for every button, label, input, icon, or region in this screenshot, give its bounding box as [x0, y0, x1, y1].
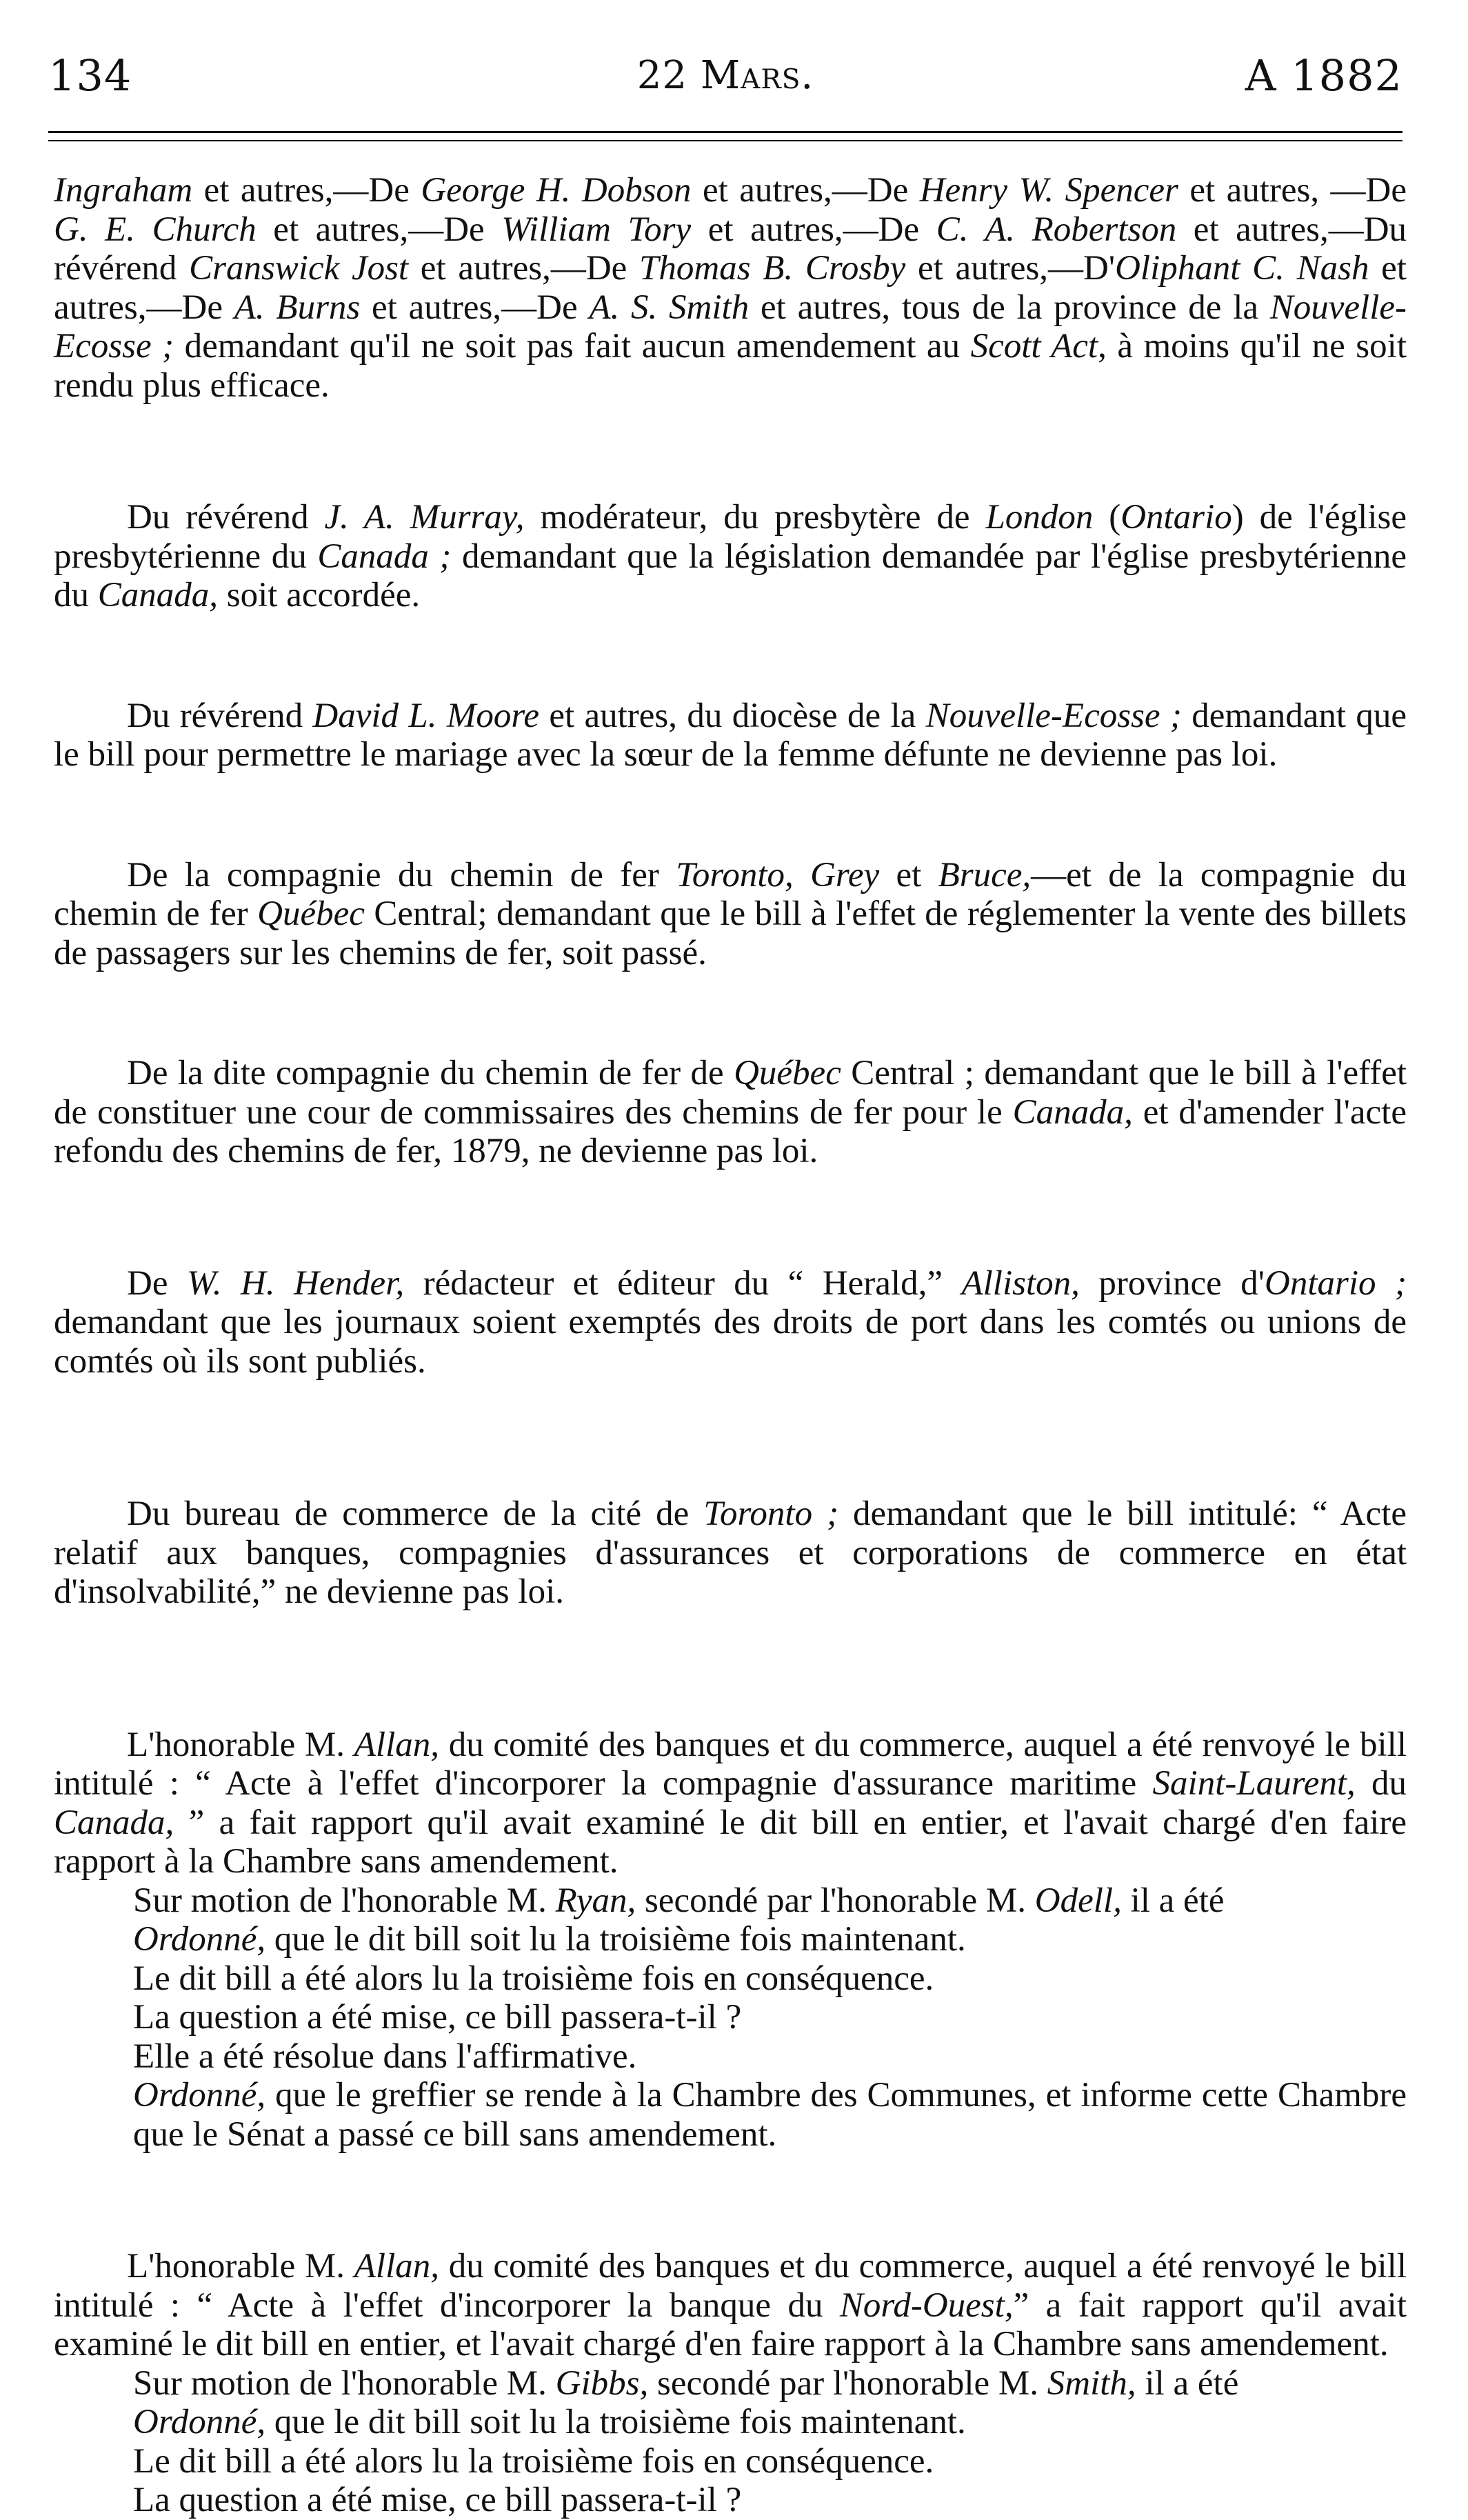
page-header — [48, 48, 1402, 103]
order-third-reading: Ordonné, que le dit bill soit lu la troisième fois maintenant. — [133, 1920, 966, 1959]
page-body — [54, 171, 1407, 2520]
paragraph-murray-petition: Du révérend J. A. Murray, modérateur, du presbytère de London (Ontario) de l'église presbytérienne du Canada ; demandant que la législation demandée par l'église presbytérienne du Canada, soit accordée. — [54, 498, 1407, 614]
third-reading-done: Le dit bill a été alors lu la troisième fois en conséquence. — [133, 1959, 934, 1998]
header-rule-bottom — [48, 140, 1402, 141]
header-year: A 1882 — [1245, 50, 1402, 101]
motion-ryan: Sur motion de l'honorable M. Ryan, secondé par l'honorable M. Odell, il a été — [133, 1881, 1225, 1920]
resolved-affirmative: Elle a été résolue dans l'affirmative. — [133, 2037, 637, 2076]
third-reading-done-bank: Le dit bill a été alors lu la troisième fois en conséquence. — [133, 2441, 934, 2481]
paragraph-hender-petition: De W. H. Hender, rédacteur et éditeur du “ Herald,” Alliston, province d'Ontario ; demandant que les journaux soient exemptés des droits de port dans les comtés ou unions de comtés où ils sont publiés. — [54, 1263, 1407, 1381]
paragraph-railway-commission-petition: De la dite compagnie du chemin de fer de Québec Central ; demandant que le bill à l'effet de constituer une cour de commissaires des chemins de fer pour le Canada, et d'amender l'acte refondu des chemins de fer, 1879, ne devienne pas loi. — [54, 1054, 1407, 1170]
header-date: 22 Mars. — [636, 53, 814, 98]
question-put-bank: La question a été mise, ce bill passera-t-il ? — [133, 2481, 742, 2519]
motion-gibbs: Sur motion de l'honorable M. Gibbs, secondé par l'honorable M. Smith, il a été — [133, 2363, 1239, 2403]
page-number: 134 — [48, 50, 132, 101]
order-clerk: Ordonné, que le greffier se rende à la Chambre des Communes, et informe cette Chambre que le Sénat a passé ce bill sans amendement. — [133, 2076, 1407, 2154]
question-put: La question a été mise, ce bill passera-t-il ? — [133, 1998, 742, 2037]
paragraph-railway-tickets-petition: De la compagnie du chemin de fer Toronto, Grey et Bruce,—et de la compagnie du chemin de fer Québec Central; demandant que le bill à l'effet de réglementer la vente des billets de passagers sur les chemins de fer, soit passé. — [54, 855, 1407, 972]
order-third-reading-bank: Ordonné, que le dit bill soit lu la troisième fois maintenant. — [133, 2403, 966, 2441]
paragraph-petitions-nova-scotia: Ingraham et autres,—De George H. Dobson et autres,—De Henry W. Spencer et autres, —De G. E. Church et autres,—De William Tory et autres,—De C. A. Robertson et autres,—Du révérend Cranswick Jost et autres,—De Thomas B. Crosby et autres,—D'Oliphant C. Nash et autres,—De A. Burns et autres,—De A. S. Smith et autres, tous de la province de la Nouvelle-Ecosse ; demandant qu'il ne soit pas fait aucun amendement au Scott Act, à moins qu'il ne soit rendu plus efficace. — [54, 171, 1407, 405]
header-rule-top — [48, 131, 1402, 133]
paragraph-allan-report-insurance: L'honorable M. Allan, du comité des banques et du commerce, auquel a été renvoyé le bill intitulé : “ Acte à l'effet d'incorporer la compagnie d'assurance maritime Saint-Laurent, du Canada, ” a fait rapport qu'il avait examiné le dit bill en entier, et l'avait chargé d'en faire rapport à la Chambre sans amendement. — [54, 1725, 1407, 1881]
paragraph-moore-petition: Du révérend David L. Moore et autres, du diocèse de la Nouvelle-Ecosse ; demandant que le bill pour permettre le mariage avec la sœur de la femme défunte ne devienne pas loi. — [54, 696, 1407, 774]
paragraph-allan-report-bank: L'honorable M. Allan, du comité des banques et du commerce, auquel a été renvoyé le bill intitulé : “ Acte à l'effet d'incorporer la banque du Nord-Ouest,” a fait rapport qu'il avait examiné le dit bill en entier, et l'avait chargé d'en faire rapport à la Chambre sans amendement. — [54, 2247, 1407, 2363]
paragraph-toronto-board-petition: Du bureau de commerce de la cité de Toronto ; demandant que le bill intitulé: “ Acte relatif aux banques, compagnies d'assurances et corporations de commerce en état d'insolvabilité,” ne devienne pas loi. — [54, 1494, 1407, 1611]
